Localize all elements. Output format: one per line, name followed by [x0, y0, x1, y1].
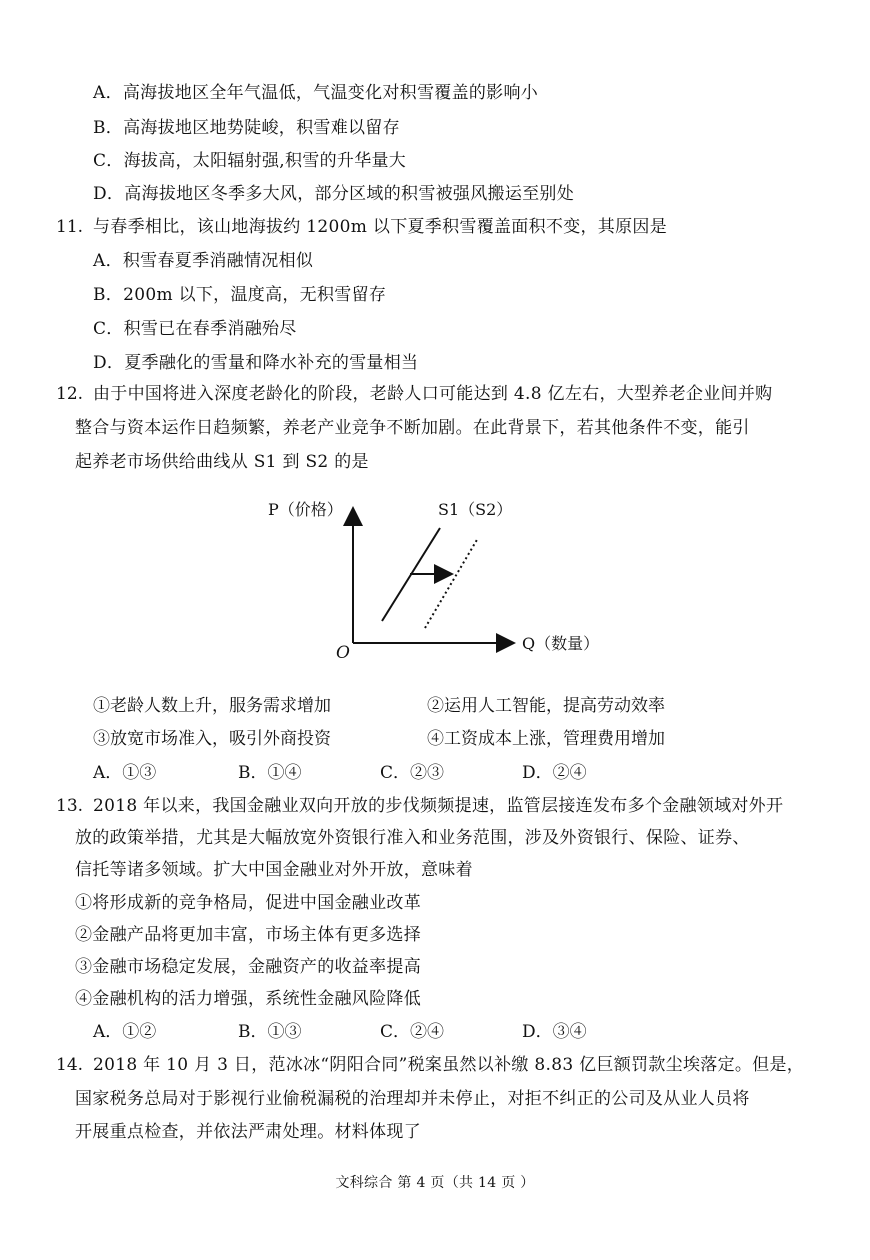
q12-choice-d: D．②④: [522, 763, 587, 783]
q13-statement-2: ②金融产品将更加丰富，市场主体有更多选择: [75, 925, 421, 945]
q12-stem-line-3: 起养老市场供给曲线从 S1 到 S2 的是: [75, 452, 369, 472]
q12-choice-c: C．②③: [380, 763, 445, 783]
q13-stem-line-1: 2018 年以来，我国金融业双向开放的步伐频频提速，监管层接连发布多个金融领域对外开: [93, 796, 784, 816]
q10-option-a: A．高海拔地区全年气温低，气温变化对积雪覆盖的影响小: [93, 83, 539, 103]
q12-stem-line-2: 整合与资本运作日趋频繁，养老产业竞争不断加剧。在此背景下，若其他条件不变，能引: [75, 418, 750, 438]
supply-curve-s2: [425, 538, 478, 628]
q12-statement-4: ④工资成本上涨，管理费用增加: [427, 729, 665, 749]
q12-number: 12.: [56, 384, 84, 404]
q12-choice-a: A．①③: [93, 763, 157, 783]
q12-statement-2: ②运用人工智能，提高劳动效率: [427, 696, 665, 716]
supply-curve-graph: [250, 488, 630, 673]
q12-statement-3: ③放宽市场准入，吸引外商投资: [93, 729, 331, 749]
q11-option-a: A．积雪春夏季消融情况相似: [93, 251, 314, 271]
q12-stem-line-1: 由于中国将进入深度老龄化的阶段，老龄人口可能达到 4.8 亿左右，大型养老企业间并购: [93, 384, 773, 404]
q10-option-c: C．海拔高，太阳辐射强,积雪的升华量大: [93, 151, 407, 171]
q13-stem-line-2: 放的政策举措，尤其是大幅放宽外资银行准入和业务范围，涉及外资银行、保险、证券、: [75, 828, 750, 848]
q13-statement-3: ③金融市场稳定发展，金融资产的收益率提高: [75, 957, 421, 977]
q11-option-c: C．积雪已在春季消融殆尽: [93, 319, 297, 339]
y-axis-label: P（价格）: [268, 500, 343, 519]
q13-statement-4: ④金融机构的活力增强，系统性金融风险降低: [75, 989, 421, 1009]
origin-label: O: [336, 643, 350, 663]
curve-label: S1（S2）: [438, 500, 513, 519]
q12-statement-1: ①老龄人数上升，服务需求增加: [93, 696, 331, 716]
q13-choice-d: D．③④: [522, 1022, 587, 1042]
x-axis-label: Q（数量）: [522, 634, 600, 653]
q13-number: 13.: [56, 796, 84, 816]
q13-statement-1: ①将形成新的竞争格局，促进中国金融业改革: [75, 893, 421, 913]
q13-choice-c: C．②④: [380, 1022, 445, 1042]
q10-option-d: D．高海拔地区冬季多大风，部分区域的积雪被强风搬运至别处: [93, 184, 575, 204]
q11-number: 11.: [56, 217, 84, 237]
q13-choice-a: A．①②: [93, 1022, 157, 1042]
q14-stem-line-2: 国家税务总局对于影视行业偷税漏税的治理却并未停止，对拒不纠正的公司及从业人员将: [75, 1089, 750, 1109]
q13-stem-line-3: 信托等诸多领域。扩大中国金融业对外开放，意味着: [75, 860, 473, 880]
q11-option-b: B．200m 以下，温度高，无积雪留存: [93, 285, 387, 305]
q14-number: 14.: [56, 1055, 84, 1075]
q13-choice-b: B．①③: [238, 1022, 302, 1042]
q14-stem-line-1: 2018 年 10 月 3 日，范冰冰“阴阳合同”税案虽然以补缴 8.83 亿巨额罚款尘埃落定。但是，: [93, 1055, 805, 1075]
q14-stem-line-3: 开展重点检查，并依法严肃处理。材料体现了: [75, 1122, 421, 1142]
q12-choice-b: B．①④: [238, 763, 302, 783]
q11-stem: 与春季相比，该山地海拔约 1200m 以下夏季积雪覆盖面积不变，其原因是: [93, 217, 667, 237]
q11-option-d: D．夏季融化的雪量和降水补充的雪量相当: [93, 353, 419, 373]
q10-option-b: B．高海拔地区地势陡峻，积雪难以留存: [93, 118, 400, 138]
page-footer: 文科综合 第 4 页（共 14 页 ）: [335, 1175, 535, 1191]
